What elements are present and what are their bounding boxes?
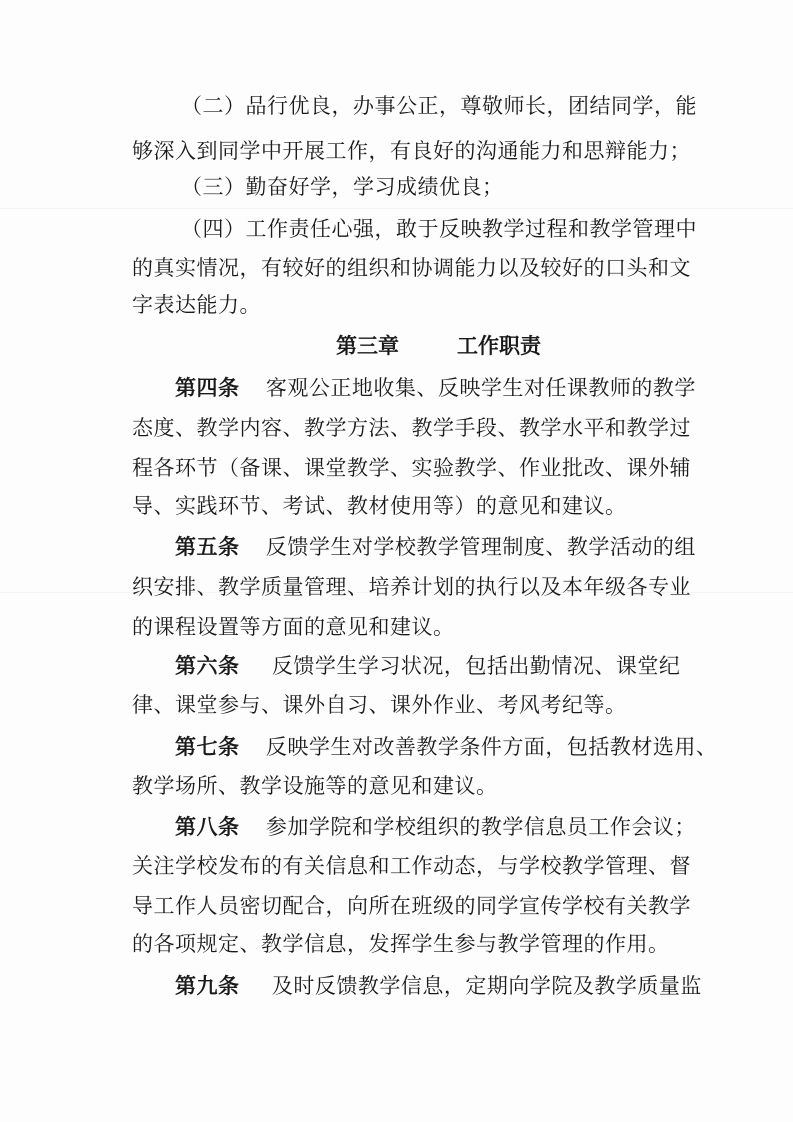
- paragraph-line: （四）工作责任心强，敢于反映教学过程和教学管理中: [181, 217, 697, 241]
- article-first-line: [175, 812, 696, 842]
- paragraph-line: 的真实情况，有较好的组织和协调能力以及较好的口头和文: [132, 256, 691, 280]
- article-label: 第四条: [175, 375, 240, 400]
- chapter-heading: [336, 331, 541, 361]
- article-line: 导工作人员密切配合，向所在班级的同学宣传学校有关教学: [132, 894, 691, 918]
- article-label: 第八条: [175, 814, 240, 839]
- article-line: 关注学校发布的有关信息和工作动态，与学校教学管理、督: [132, 854, 691, 878]
- article-label: 第五条: [175, 534, 240, 559]
- article-first-line: [175, 651, 680, 681]
- article-text: 反馈学生对学校教学管理制度、教学活动的组: [265, 535, 696, 559]
- article-first-line: [175, 732, 717, 762]
- article-line: 的课程设置等方面的意见和建议。: [132, 615, 455, 639]
- article-line: 教学场所、教学设施等的意见和建议。: [132, 774, 498, 798]
- article-line: 程各环节（备课、课堂教学、实验教学、作业批改、课外辅: [132, 456, 691, 480]
- article-first-line: [175, 971, 702, 1001]
- article-text: 及时反馈教学信息，定期向学院及教学质量监: [271, 974, 702, 998]
- article-line: 律、课堂参与、课外自习、课外作业、考风考纪等。: [132, 693, 627, 717]
- scan-crease: [0, 208, 793, 209]
- chapter-number: 第三章: [336, 333, 399, 358]
- paragraph-line: （三）勤奋好学，学习成绩优良；: [181, 175, 504, 199]
- article-label: 第七条: [175, 734, 240, 759]
- article-line: 织安排、教学质量管理、培养计划的执行以及本年级各专业: [132, 575, 691, 599]
- article-label: 第六条: [175, 653, 240, 678]
- paragraph-line: 够深入到同学中开展工作，有良好的沟通能力和思辩能力；: [132, 139, 691, 163]
- article-first-line: [175, 373, 696, 403]
- article-first-line: [175, 532, 696, 562]
- paragraph-line: 字表达能力。: [132, 293, 261, 317]
- article-line: 的各项规定、教学信息，发挥学生参与教学管理的作用。: [132, 932, 670, 956]
- paragraph-line: （二）品行优良，办事公正，尊敬师长，团结同学，能: [181, 94, 697, 118]
- article-text: 客观公正地收集、反映学生对任课教师的教学: [265, 376, 696, 400]
- article-label: 第九条: [175, 973, 240, 998]
- article-text: 反映学生对改善教学条件方面，包括教材选用、: [265, 735, 718, 759]
- article-line: 导、实践环节、考试、教材使用等）的意见和建议。: [132, 494, 627, 518]
- chapter-title: 工作职责: [457, 333, 541, 358]
- article-text: 参加学院和学校组织的教学信息员工作会议；: [265, 815, 696, 839]
- article-line: 态度、教学内容、教学方法、教学手段、教学水平和教学过: [132, 416, 691, 440]
- article-text: 反馈学生学习状况，包括出勤情况、课堂纪: [271, 654, 681, 678]
